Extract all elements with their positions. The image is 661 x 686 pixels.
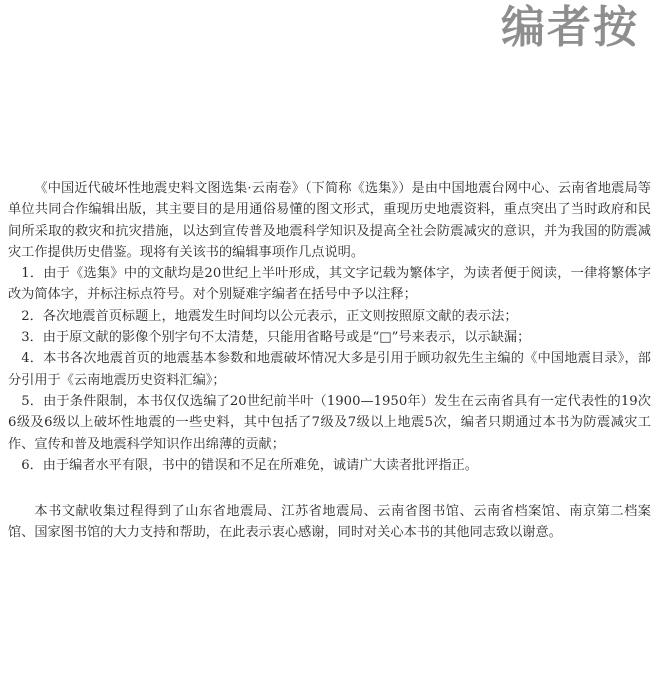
note-item-1: 1．由于《选集》中的文献均是20世纪上半叶形成，其文字记载为繁体字，为读者便于阅读，一律将繁体字改为简体字，并标注标点符号。对个别疑难字编者在括号中予以注释； (8, 266, 651, 303)
note-item-4: 4．本书各次地震首页的地震基本参数和地震破坏情况大多是引用于顾功叙先生主编的《中国地震目录》，部分引用于《云南地震历史资料汇编》； (8, 351, 651, 388)
note-item-3: 3．由于原文献的影像个别字句不太清楚，只能用省略号或是“□”号来表示，以示缺漏； (21, 330, 531, 346)
note-item-6: 6．由于编者水平有限，书中的错误和不足在所难免，诚请广大读者批评指正。 (21, 457, 478, 473)
intro-paragraph: 《中国近代破坏性地震史料文图选集·云南卷》（下简称《选集》）是由中国地震台网中心、云南省地震局等单位共同合作编辑出版，其主要目的是用通俗易懂的图文形式，重现历史地震资料，重点突出了当时政府和民间所采取的救灾和抗灾措施，以达到宣传普及地震科学知识及提高全社会防震减灾的意识，并为我国的防震减灾工作提供历史借鉴。现将有关该书的编辑事项作几点说明。 (8, 181, 651, 260)
editor-note-body (8, 178, 651, 544)
page-title: 编者按 (501, 2, 639, 53)
acknowledgement-paragraph: 本书文献收集过程得到了山东省地震局、江苏省地震局、云南省图书馆、云南省档案馆、南京第二档案馆、国家图书馆的大力支持和帮助，在此表示衷心感谢，同时对关心本书的其他同志致以谢意。 (8, 504, 651, 541)
note-item-2: 2．各次地震首页标题上，地震发生时间均以公元表示，正文则按照原文献的表示法； (21, 308, 518, 324)
note-item-5: 5．由于条件限制，本书仅仅选编了20世纪前半叶（1900—1950年）发生在云南省具有一定代表性的19次6级及6级以上破坏性地震的一些史料，其中包括了7级及7级以上地震5次，编者只期通过本书为防震减灾工作、宣传和普及地震科学知识作出绵薄的贡献； (8, 393, 651, 452)
